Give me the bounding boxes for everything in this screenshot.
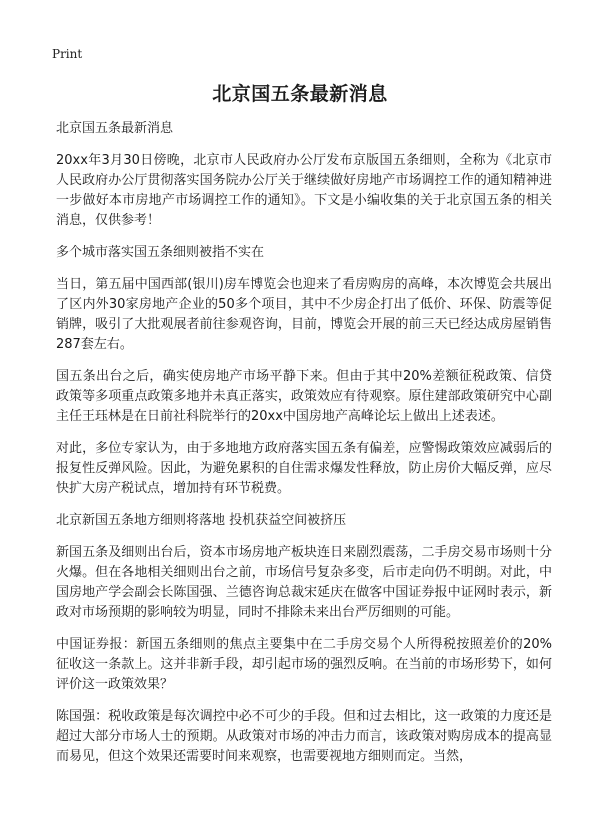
paragraph: 中国证券报：新国五条细则的焦点主要集中在二手房交易个人所得税按照差价的20%征收这一条款上。这并非新手段，却引起市场的强烈反响。在当前的市场形势下，如何评价这一政策效果？ [56,637,552,692]
paragraph: 当日，第五届中国西部(银川)房车博览会也迎来了看房购房的高峰，本次博览会共展出了区内外30家房地产企业的50多个项目，其中不少房企打出了低价、环保、防震等促销牌，吸引了大批观展者前往参观咨询，目前，博览会开展的前三天已经达成房屋销售287套左右。 [56,277,552,352]
page-title: 北京国五条最新消息 [212,83,388,105]
paragraph: 新国五条及细则出台后，资本市场房地产板块连日来剧烈震荡，二手房交易市场则十分火爆。但在各地相关细则出台之前，市场信号复杂多变，后市走向仍不明朗。对此，中国房地产学会副会长陈国强、兰德咨询总裁宋延庆在做客中国证券报中证网时表示，新政对市场预期的影响较为明显，同时不排除未来出台严厉细则的可能。 [56,545,552,620]
section-heading: 北京新国五条地方细则将落地 投机获益空间被挤压 [56,513,347,528]
section-heading: 北京国五条最新消息 [56,121,174,136]
paragraph: 陈国强：税收政策是每次调控中必不可少的手段。但和过去相比，这一政策的力度还是超过大部分市场人士的预期。从政策对市场的冲击力而言，该政策对购房成本的提高显而易见，但这个效果还需要时间来观察，也需要视地方细则而定。当然， [56,709,552,764]
print-link[interactable]: Print [52,47,83,61]
paragraph: 对此，多位专家认为，由于多地地方政府落实国五条有偏差，应警惕政策效应减弱后的报复性反弹风险。因此，为避免累积的自住需求爆发性释放，防止房价大幅反弹，应尽快扩大房产税试点，增加持有环节税费。 [56,441,552,496]
paragraph: 20xx年3月30日傍晚，北京市人民政府办公厅发布京版国五条细则，全称为《北京市人民政府办公厅贯彻落实国务院办公厅关于继续做好房地产市场调控工作的通知精神进一步做好本市房地产市场调控工作的通知》。下文是小编收集的关于北京国五条的相关消息，仅供参考！ [56,153,552,228]
article-body [56,119,552,779]
section-heading: 多个城市落实国五条细则被指不实在 [56,245,265,260]
paragraph: 国五条出台之后，确实使房地产市场平静下来。但由于其中20%差额征税政策、信贷政策等多项重点政策多地并未真正落实，政策效应有待观察。原住建部政策研究中心副主任王珏林是在日前社科院举行的20xx中国房地产高峰论坛上做出上述表述。 [56,369,552,424]
